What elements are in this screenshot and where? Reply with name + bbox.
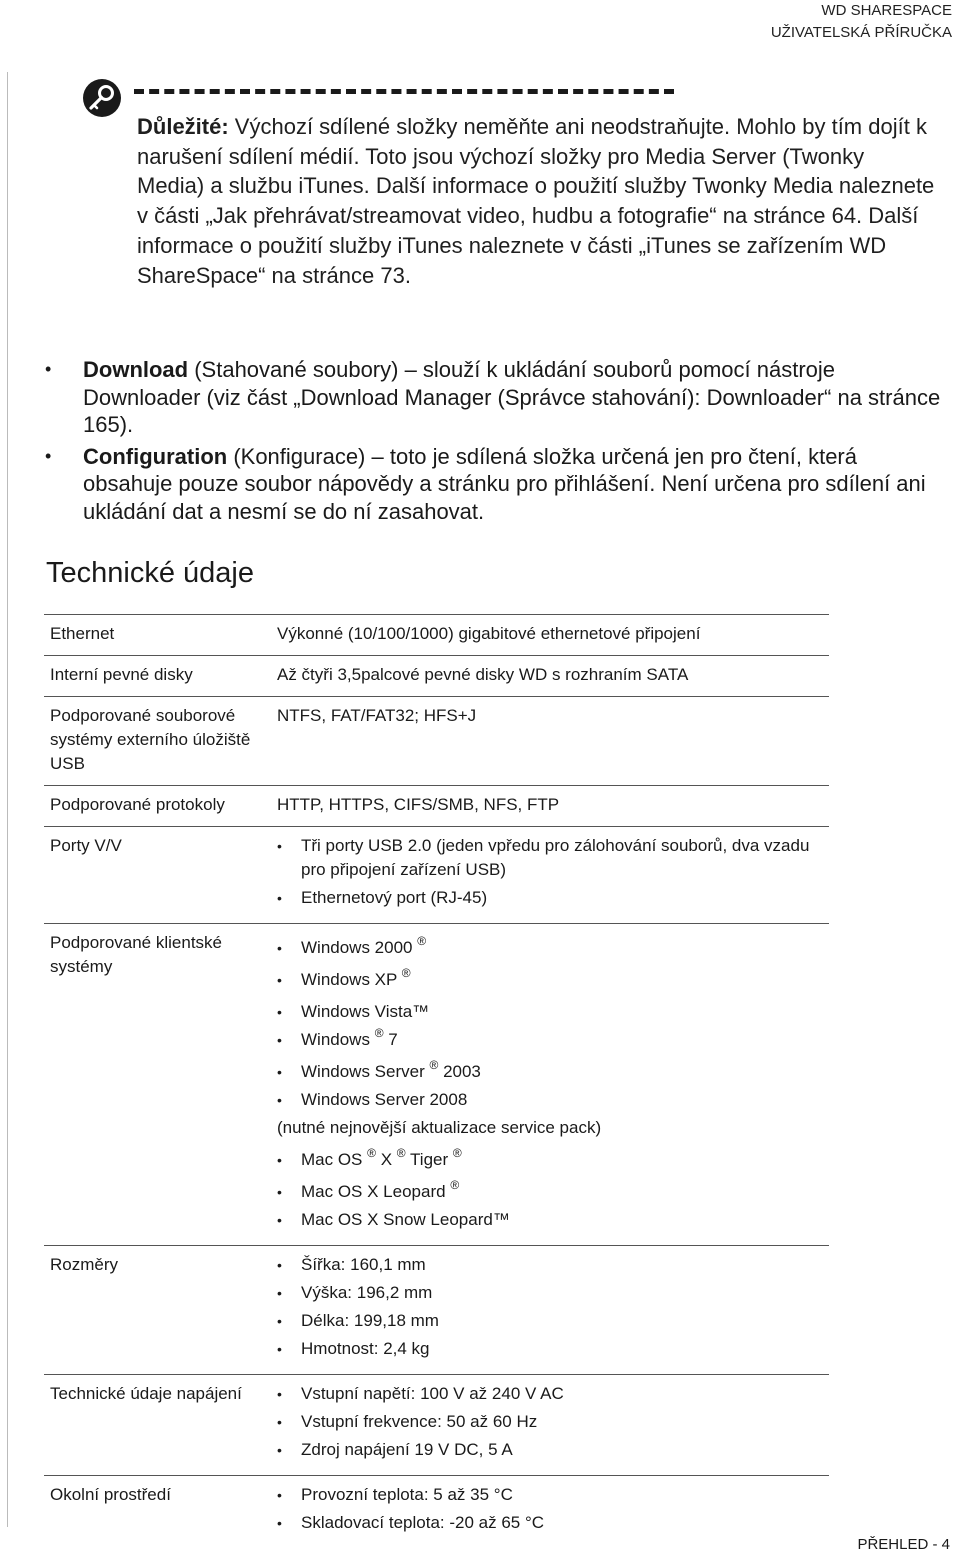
registered-mark: ®	[429, 1058, 439, 1072]
list-item: • Mac OS X Snow Leopard™	[277, 1208, 823, 1232]
list-item: • Vstupní frekvence: 50 až 60 Hz	[277, 1410, 823, 1434]
list-item	[277, 968, 823, 992]
os-list	[277, 936, 823, 1232]
table-row	[44, 656, 829, 697]
list-item	[277, 1028, 823, 1052]
spec-label: Podporované souborové systémy externího úložiště USB	[50, 706, 251, 773]
os-name: Mac OS X Leopard	[301, 1182, 446, 1201]
spec-label: Okolní prostředí	[50, 1485, 171, 1504]
registered-mark: ®	[374, 1026, 384, 1040]
key-icon	[82, 78, 122, 118]
registered-mark: ®	[417, 934, 427, 948]
item-text: (Stahované soubory) – slouží k ukládání souborů pomocí nástroje Downloader (viz část „Download Manager (Správce stahování): Downloader“ na stránce 165).	[83, 357, 941, 437]
os-name: Windows Server	[301, 1062, 425, 1081]
item-title: Configuration	[83, 443, 228, 469]
list-item	[45, 443, 945, 526]
table-row	[44, 1375, 829, 1476]
spec-label: Ethernet	[50, 624, 115, 643]
table-row	[44, 697, 829, 786]
item-title: Download	[83, 357, 189, 382]
table-row	[44, 1476, 829, 1549]
service-pack-note: (nutné nejnovější aktualizace service pack)	[277, 1118, 602, 1137]
table-row	[44, 786, 829, 827]
list-item	[277, 936, 823, 960]
spec-value: NTFS, FAT/FAT32; HFS+J	[277, 706, 477, 725]
registered-mark: ®	[396, 1146, 406, 1160]
page-header	[771, 0, 952, 44]
spec-label: Porty V/V	[50, 836, 122, 855]
list-item: • Šířka: 160,1 mm	[277, 1253, 823, 1277]
note-body: Výchozí sdílené složky neměňte ani neodstraňujte. Mohlo by tím dojít k narušení sdílení médií. Toto jsou výchozí složky pro Media Server (Twonky Media) a službu iTunes. Další informace o použití služby Twonky Media naleznete v části „Jak přehrávat/streamovat video, hudbu a fotografie“ na stránce 64. Další informace o použití služby iTunes naleznete v části „iTunes se zařízením WD ShareSpace“ na stránce 73.	[137, 114, 935, 288]
section-title: Technické údaje	[46, 557, 254, 589]
note-label: Důležité:	[137, 114, 229, 139]
list-item: • Délka: 199,18 mm	[277, 1309, 823, 1333]
power-list	[277, 1382, 823, 1462]
os-name: Windows 2000	[301, 938, 413, 957]
table-row	[44, 827, 829, 924]
list-item	[277, 1148, 823, 1172]
spec-value: Výkonné (10/100/1000) gigabitové ethernetové připojení	[277, 624, 701, 643]
list-item	[277, 1060, 823, 1084]
os-name: Mac OS	[301, 1150, 363, 1169]
list-item	[277, 1180, 823, 1204]
os-version: 2003	[438, 1062, 481, 1081]
spec-label: Interní pevné disky	[50, 665, 193, 684]
spec-label: Podporované klientské systémy	[50, 933, 223, 976]
spec-value: Až čtyři 3,5palcové pevné disky WD s rozhraním SATA	[277, 665, 689, 684]
list-item: • Hmotnost: 2,4 kg	[277, 1337, 823, 1361]
registered-mark: ®	[452, 1146, 462, 1160]
header-manual: UŽIVATELSKÁ PŘÍRUČKA	[770, 24, 952, 41]
os-name: Windows	[301, 1030, 370, 1049]
list-item	[45, 356, 945, 439]
dimensions-list	[277, 1253, 823, 1361]
spec-label: Rozměry	[50, 1255, 119, 1274]
note-dashed-divider	[134, 89, 674, 94]
spec-label: Podporované protokoly	[50, 795, 225, 814]
table-row	[44, 1246, 829, 1375]
list-item: • Windows Server 2008	[277, 1088, 823, 1112]
list-item: • Skladovací teplota: -20 až 65 °C	[277, 1511, 823, 1535]
header-product: WD SHARESPACE	[821, 2, 952, 19]
registered-mark: ®	[367, 1146, 376, 1160]
os-name: Windows XP	[301, 970, 398, 989]
table-row	[44, 924, 829, 1246]
table-row	[44, 615, 829, 656]
os-name: Tiger	[405, 1150, 449, 1169]
os-version: 7	[383, 1030, 398, 1049]
list-item: • Provozní teplota: 5 až 35 °C	[277, 1483, 823, 1507]
specs-table	[44, 614, 829, 1548]
os-name: X	[375, 1150, 393, 1169]
environment-list	[277, 1483, 823, 1535]
list-item: • Windows Vista™	[277, 1000, 823, 1024]
ports-list	[277, 834, 823, 910]
list-item: • Ethernetový port (RJ-45)	[277, 886, 823, 910]
list-item: • Vstupní napětí: 100 V až 240 V AC	[277, 1382, 823, 1406]
left-margin-rule	[7, 72, 8, 1527]
folder-list	[45, 356, 945, 529]
list-item: • Zdroj napájení 19 V DC, 5 A	[277, 1438, 823, 1462]
list-item: • Tři porty USB 2.0 (jeden vpředu pro zálohování souborů, dva vzadu pro připojení zařízení USB)	[277, 834, 823, 882]
spec-label: Technické údaje napájení	[50, 1384, 242, 1403]
list-item: • Výška: 196,2 mm	[277, 1281, 823, 1305]
item-text: (Konfigurace) – toto je sdílená složka určená jen pro čtení, která obsahuje pouze soubor nápovědy a stránku pro přihlášení. Není určena pro sdílení ani ukládání dat a nesmí se do ní zasahovat.	[83, 443, 926, 524]
page-footer: PŘEHLED - 4	[857, 1536, 950, 1553]
spec-value: HTTP, HTTPS, CIFS/SMB, NFS, FTP	[277, 795, 560, 814]
important-note	[137, 112, 937, 290]
registered-mark: ®	[450, 1178, 460, 1192]
registered-mark: ®	[401, 966, 411, 980]
